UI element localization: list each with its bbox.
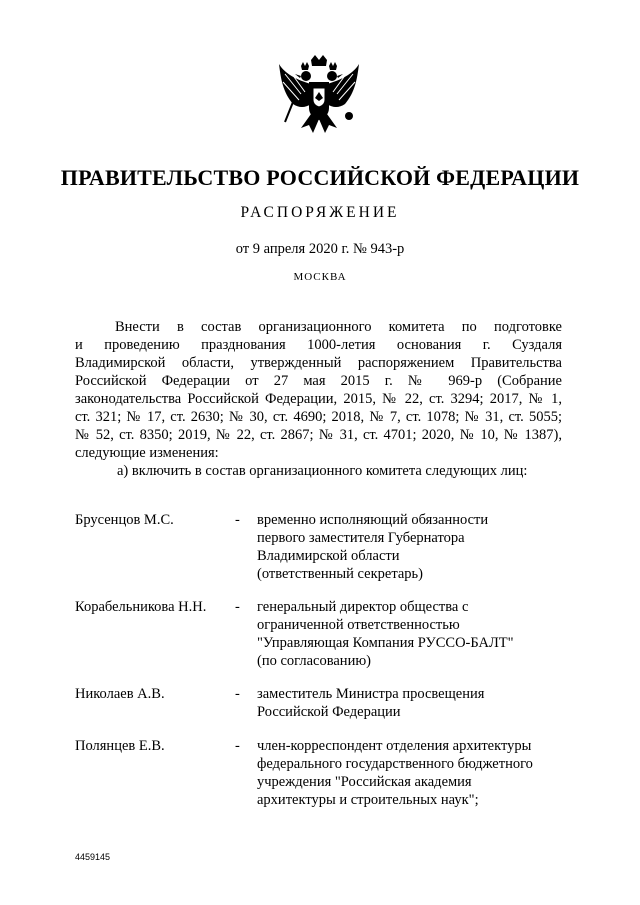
description-line: временно исполняющий обязанности [257,512,489,528]
member-dash: - [235,599,240,615]
description-line: заместитель Министра просвещения [257,686,485,702]
description-line: Владимирской области [257,548,400,564]
member-dash: - [235,512,240,528]
description-line: ограниченной ответственностью [257,617,460,633]
description-line: учреждения "Российская академия [257,774,472,790]
member-description [257,737,575,809]
paragraph-line: законодательства Российской Федерации, 2015, № 22, ст. 3294; 2017, № 1, [75,391,562,407]
description-line: первого заместителя Губернатора [257,530,465,546]
paragraph-line: № 52, ст. 8350; 2019, № 22, ст. 2867; № 31, ст. 4701; 2020, № 10, № 1387), [75,427,562,443]
paragraph-line: и проведению празднования 1000-летия основания г. Суздаля [75,337,562,353]
description-line: генеральный директор общества с [257,599,469,615]
document-date-number: от 9 апреля 2020 г. № 943-р [235,241,405,257]
description-line: (по согласованию) [257,653,371,669]
description-line: Российской Федерации [257,704,401,720]
member-name: Николаев А.В. [75,686,165,702]
member-description [257,685,575,721]
member-name: Корабельникова Н.Н. [75,599,207,615]
paragraph-line: следующие изменения: [75,445,219,461]
city: МОСКВА [293,271,347,283]
member-dash: - [235,738,240,754]
description-line: (ответственный секретарь) [257,566,423,582]
document-type: РАСПОРЯЖЕНИЕ [240,204,400,221]
document-code: 4459145 [75,852,111,862]
member-description [257,511,575,583]
member-description [257,598,575,670]
member-name: Полянцев Е.В. [75,738,165,754]
paragraph-line: Российской Федерации от 27 мая 2015 г. № 969-р (Собрание [75,373,562,389]
list-intro-line: а) включить в состав организационного комитета следующих лиц: [117,463,528,479]
member-name: Брусенцов М.С. [75,512,174,528]
paragraph-line: Владимирской области, утвержденный распоряжением Правительства [75,355,562,371]
main-paragraph [75,318,562,480]
government-title: ПРАВИТЕЛЬСТВО РОССИЙСКОЙ ФЕДЕРАЦИИ [60,165,580,190]
description-line: архитектуры и строительных наук"; [257,792,479,808]
coat-of-arms-icon [271,52,367,142]
paragraph-line: Внести в состав организационного комитета по подготовке [115,319,562,335]
paragraph-line: ст. 321; № 17, ст. 2630; № 30, ст. 4690; 2018, № 7, ст. 1078; № 31, ст. 5055; [75,409,562,425]
description-line: "Управляющая Компания РУССО-БАЛТ" [257,635,514,651]
description-line: федерального государственного бюджетного [257,756,533,772]
description-line: член-корреспондент отделения архитектуры [257,738,532,754]
member-dash: - [235,686,240,702]
